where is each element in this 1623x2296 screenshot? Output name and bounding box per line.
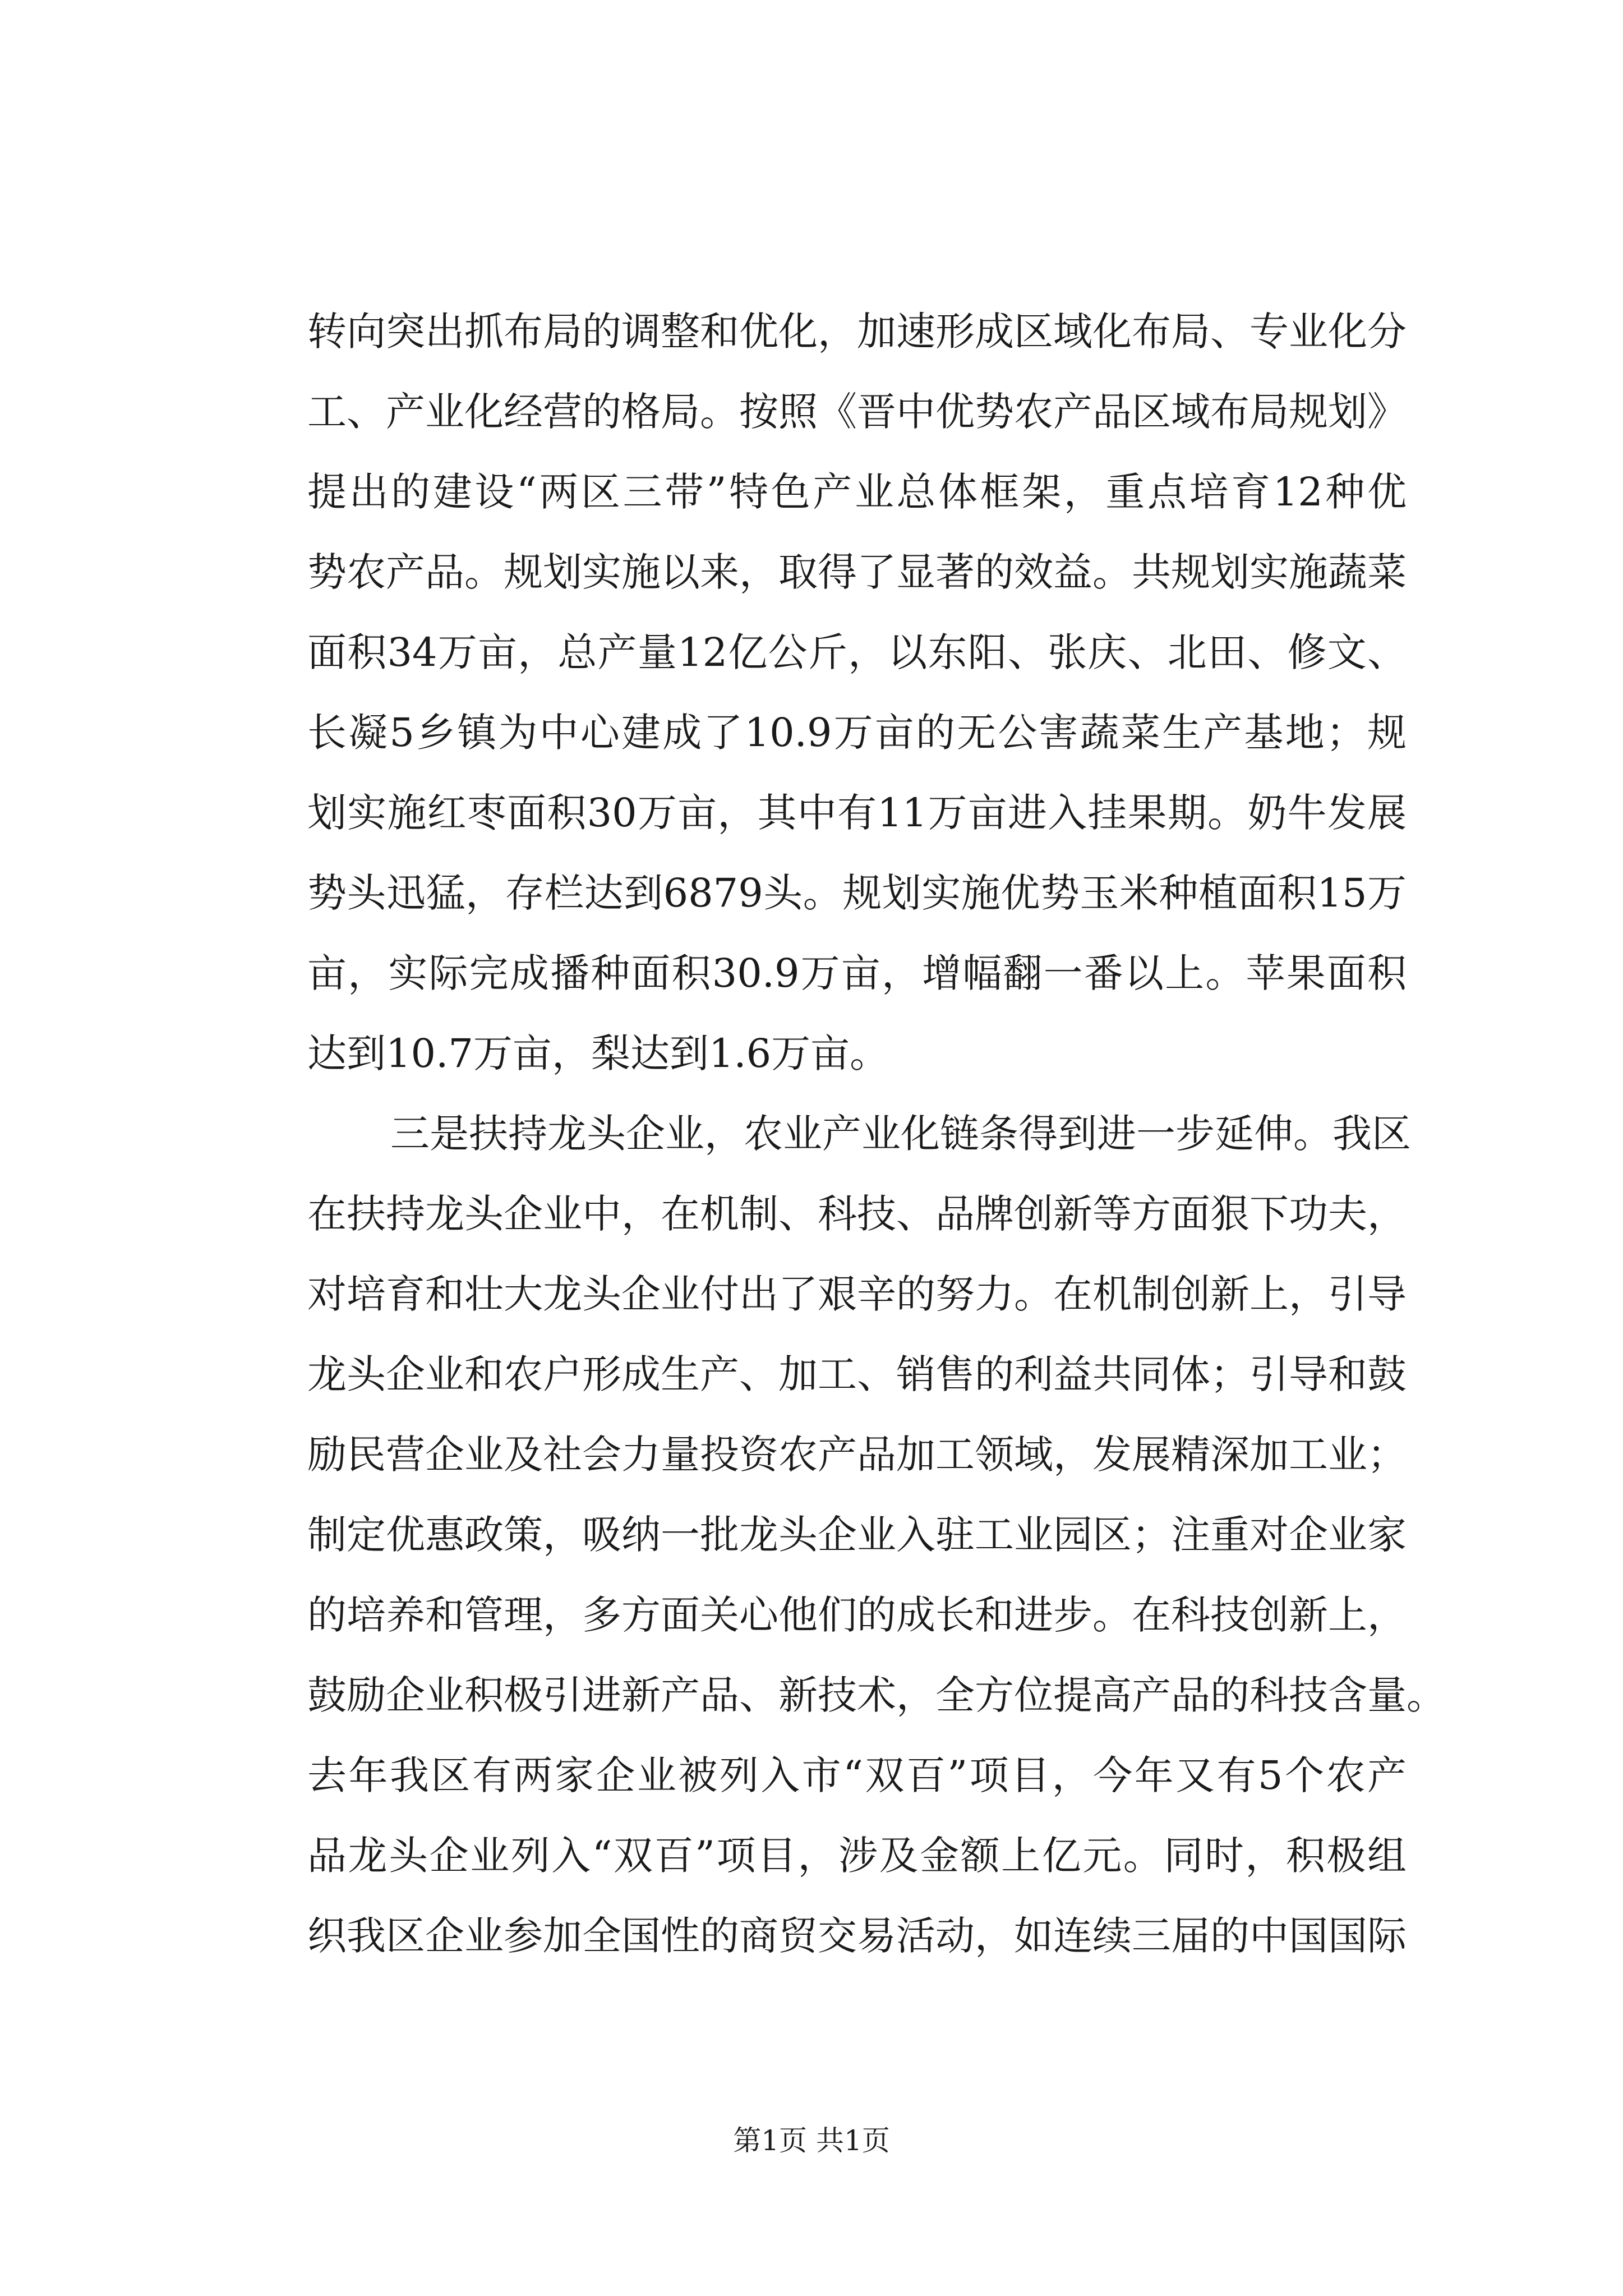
text-line: 提出的建设“两区三带”特色产业总体框架，重点培育12种优 — [307, 469, 1407, 515]
paragraph — [307, 1094, 1446, 1976]
text-line: 达到10.7万亩，梨达到1.6万亩。 — [307, 1030, 889, 1076]
text-line: 面积34万亩，总产量12亿公斤，以东阳、张庆、北田、修文、 — [307, 629, 1407, 675]
text-line: 龙头企业和农户形成生产、加工、销售的利益共同体；引导和鼓 — [307, 1351, 1407, 1397]
text-line: 去年我区有两家企业被列入市“双百”项目，今年又有5个农产 — [307, 1752, 1407, 1798]
text-line: 长凝5乡镇为中心建成了10.9万亩的无公害蔬菜生产基地；规 — [307, 710, 1407, 756]
text-line: 在扶持龙头企业中，在机制、科技、品牌创新等方面狠下功夫， — [307, 1191, 1407, 1237]
text-line: 织我区企业参加全国性的商贸交易活动，如连续三届的中国国际 — [307, 1913, 1407, 1959]
paragraph — [307, 292, 1407, 1094]
text-line: 亩，实际完成播种面积30.9万亩，增幅翻一番以上。苹果面积 — [307, 950, 1407, 996]
text-line: 对培育和壮大龙头企业付出了艰辛的努力。在机制创新上，引导 — [307, 1271, 1407, 1317]
text-line: 三是扶持龙头企业，农业产业化链条得到进一步延伸。我区 — [390, 1111, 1411, 1157]
text-line: 制定优惠政策，吸纳一批龙头企业入驻工业园区；注重对企业家 — [307, 1512, 1407, 1558]
text-line: 的培养和管理，多方面关心他们的成长和进步。在科技创新上， — [307, 1592, 1407, 1638]
text-line: 势农产品。规划实施以来，取得了显著的效益。共规划实施蔬菜 — [307, 549, 1407, 595]
document-body — [307, 292, 1446, 1976]
text-line: 划实施红枣面积30万亩，其中有11万亩进入挂果期。奶牛发展 — [307, 790, 1407, 836]
page-footer: 第1页 共1页 — [733, 2124, 890, 2157]
text-line: 励民营企业及社会力量投资农产品加工领域，发展精深加工业； — [307, 1432, 1407, 1478]
text-line: 转向突出抓布局的调整和优化，加速形成区域化布局、专业化分 — [307, 309, 1407, 355]
text-line: 工、产业化经营的格局。按照《晋中优势农产品区域布局规划》 — [307, 389, 1407, 435]
text-line: 势头迅猛，存栏达到6879头。规划实施优势玉米种植面积15万 — [307, 870, 1407, 916]
text-line: 鼓励企业积极引进新产品、新技术，全方位提高产品的科技含量。 — [307, 1672, 1446, 1718]
text-line: 品龙头企业列入“双百”项目，涉及金额上亿元。同时，积极组 — [307, 1833, 1407, 1879]
